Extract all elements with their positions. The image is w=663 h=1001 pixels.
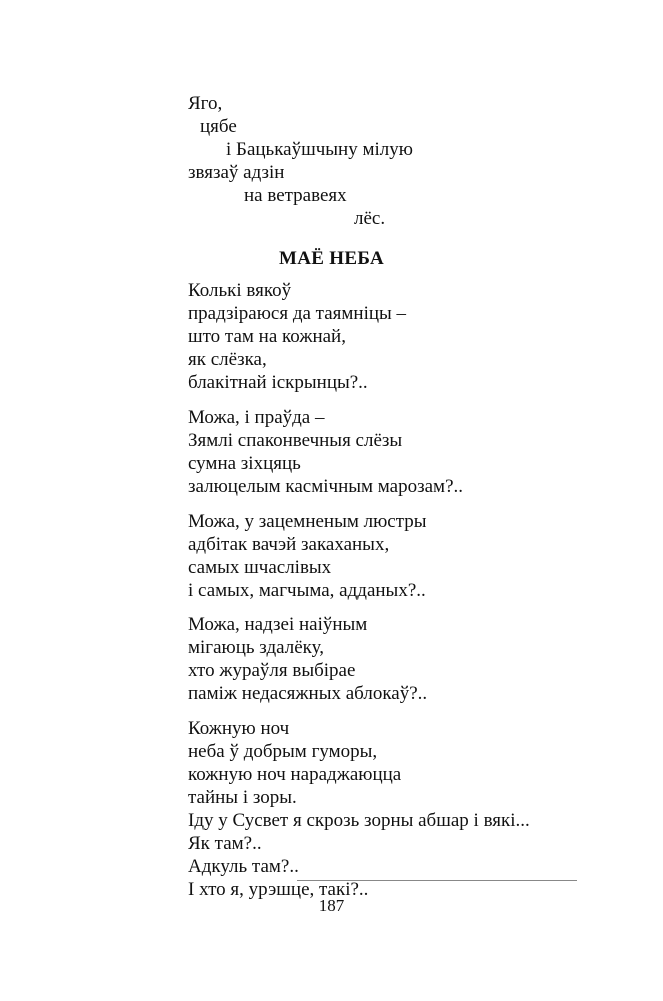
poem-line: Можа, у зацемненым люстры bbox=[188, 511, 427, 532]
poem-line: на ветравеях bbox=[244, 185, 347, 206]
poem-line: што там на кожнай, bbox=[188, 326, 346, 347]
poem-line: прадзіраюся да таямніцы – bbox=[188, 303, 407, 324]
poem-line: самых шчаслівых bbox=[188, 557, 332, 578]
poem-line: паміж недасяжных аблокаў?.. bbox=[188, 683, 428, 704]
poem-line: лёс. bbox=[354, 208, 386, 229]
poem-line: Можа, надзеі наіўным bbox=[188, 614, 368, 635]
poem-line: залюцелым касмічным марозам?.. bbox=[188, 476, 463, 497]
footer-divider bbox=[297, 880, 577, 881]
poem-line: Зямлі спаконвечныя слёзы bbox=[188, 430, 403, 451]
poem-title: МАЁ НЕБА bbox=[279, 248, 384, 269]
poem-line: і самых, магчыма, адданых?.. bbox=[188, 580, 426, 601]
poem-line: І хто я, урэшце, такі?.. bbox=[188, 879, 369, 900]
poem-line: цябе bbox=[200, 116, 237, 137]
poem-line: Іду у Сусвет я скрозь зорны абшар і вякі... bbox=[188, 810, 530, 831]
poem-line: кожную ноч нараджаюцца bbox=[188, 764, 402, 785]
poem-line: і Бацькаўшчыну мілую bbox=[226, 139, 413, 160]
poem-line: хто жураўля выбірае bbox=[188, 660, 356, 681]
poem-line: мігаюць здалёку, bbox=[188, 637, 324, 658]
poem-line: сумна зіхцяць bbox=[188, 453, 301, 474]
poem-line: Як там?.. bbox=[188, 833, 262, 854]
poem-line: Колькі вякоў bbox=[188, 280, 292, 301]
poem-line: як слёзка, bbox=[188, 349, 267, 370]
poem-line: Кожную ноч bbox=[188, 718, 290, 739]
page-number: 187 bbox=[318, 896, 345, 915]
poem-line: Адкуль там?.. bbox=[188, 856, 299, 877]
poem-line: Яго, bbox=[188, 93, 223, 114]
poem-line: неба ў добрым гуморы, bbox=[188, 741, 378, 762]
poem-line: звязаў адзін bbox=[188, 162, 285, 183]
poem-line: блакітнай іскрынцы?.. bbox=[188, 372, 368, 393]
poem-line: тайны і зоры. bbox=[188, 787, 297, 808]
poem-line: Можа, і праўда – bbox=[188, 407, 325, 428]
poem-line: адбітак вачэй закаханых, bbox=[188, 534, 390, 555]
